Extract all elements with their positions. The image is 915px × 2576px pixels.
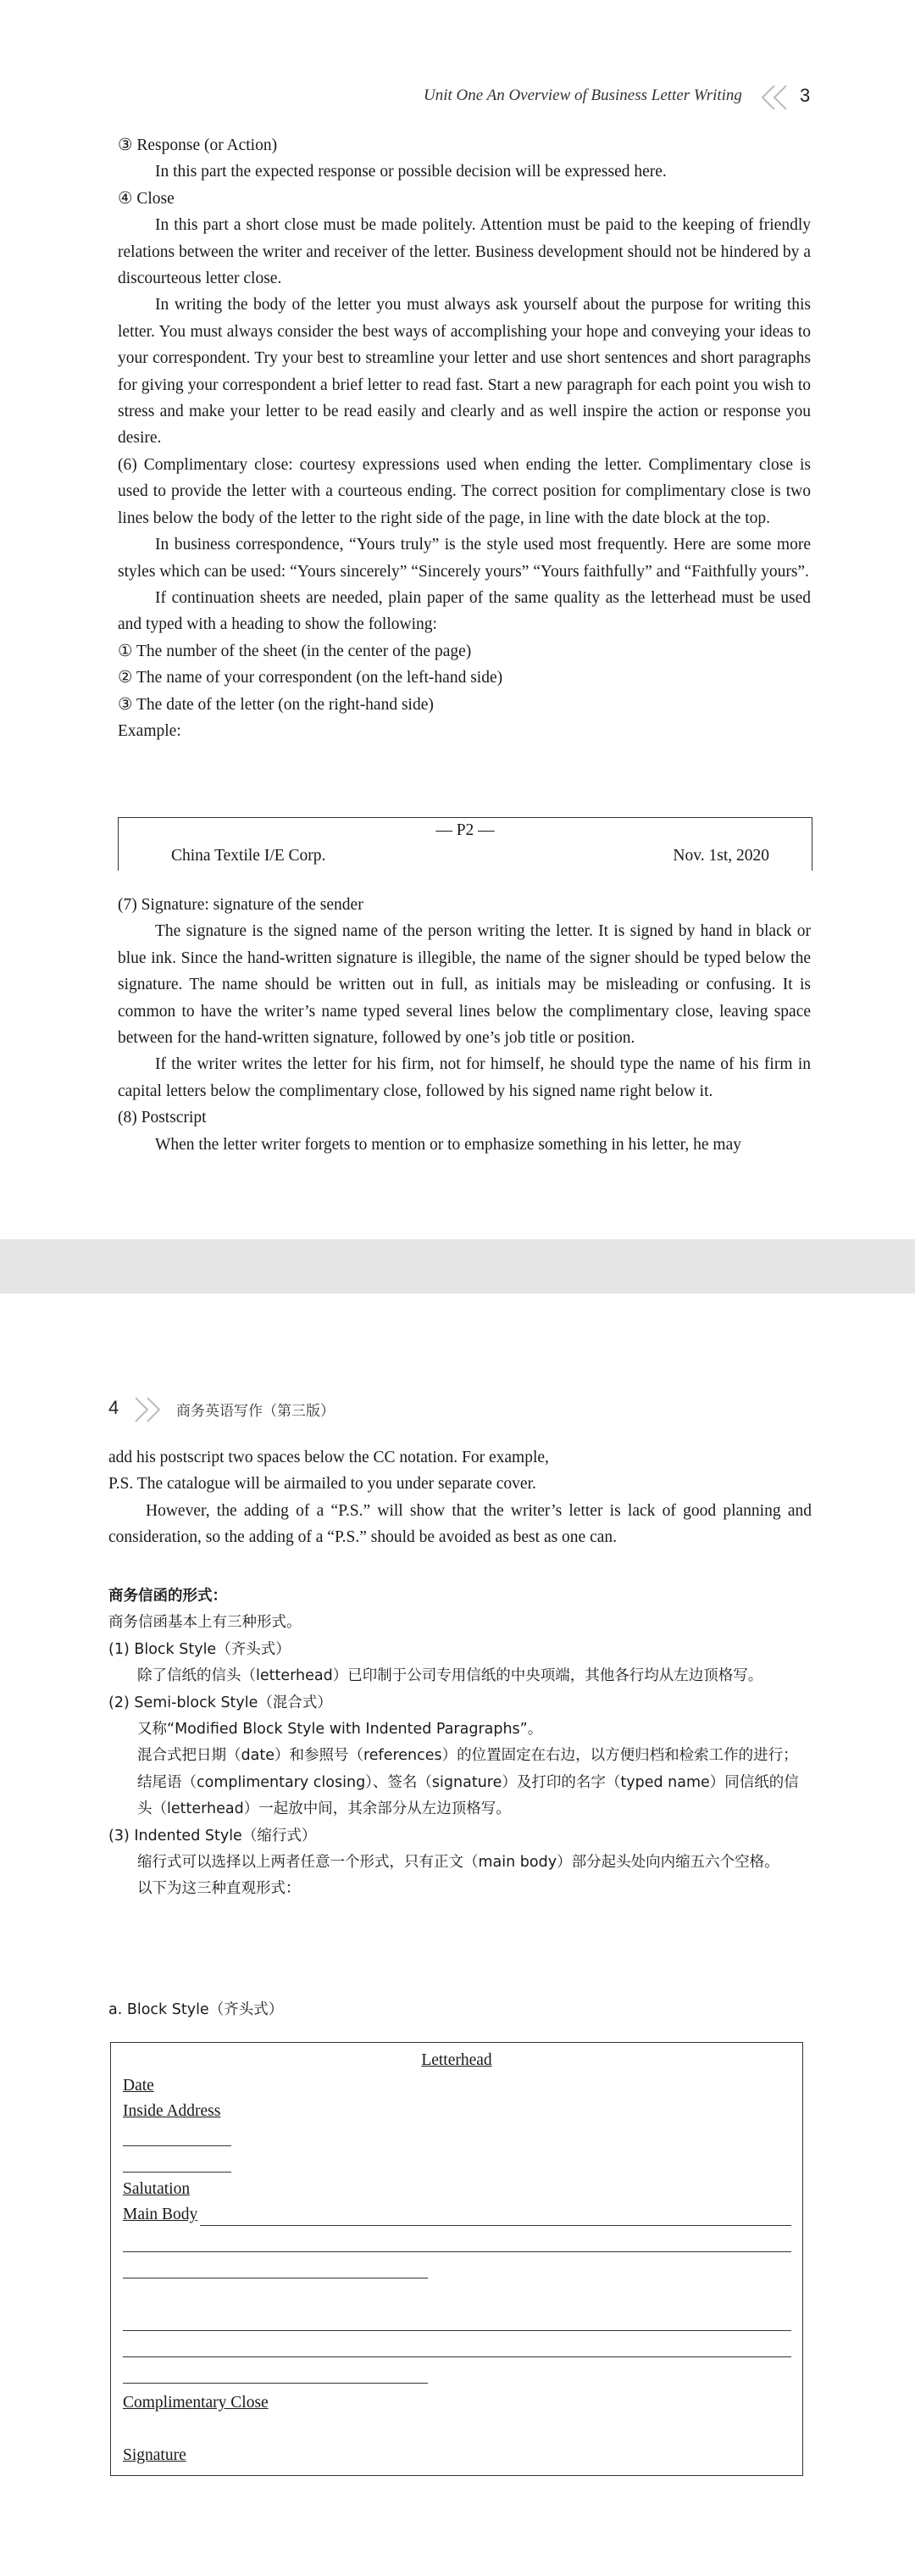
semi-block-alias: 又称“Modified Block Style with Indented Paragraphs”。 <box>137 1721 543 1739</box>
body-line <box>123 2383 428 2384</box>
postscript-cont: add his postscript two spaces below the CC notation. For example, <box>108 1449 549 1466</box>
indented-heading: (3) Indented Style（缩行式） <box>108 1827 317 1844</box>
sheet-number: — P2 — <box>435 821 495 839</box>
complimentary-close-paragraph: (6) Complimentary close: courtesy expressions used when ending the letter. Complimentary close is used to provide the letter with a courteous ending. The correct position for complimentary close is two lines below the body of the letter to the right side of the page, in line with the date block at the top. <box>118 455 811 527</box>
continuation-item-1: ① The number of the sheet (in the center of the page) <box>118 642 472 660</box>
address-line <box>123 2145 231 2146</box>
block-style-heading: (1) Block Style（齐头式） <box>108 1640 291 1658</box>
response-heading: ③ Response (or Action) <box>118 136 278 154</box>
block-style-desc: 除了信纸的信头（letterhead）已印制于公司专用信纸的中央项端，其他各行均从左边顶格写。 <box>137 1667 763 1685</box>
body-line <box>123 2330 791 2331</box>
signature-paragraph: The signature is the signed name of the person writing the letter. It is signed by hand in black or blue ink. Since the hand-written signature is illegible, the name of the signer should be typed below the signature. The name should be written out in full, as initials may be misleading or confusing. It is common to have the writer’s name typed several lines below the complimentary close, leaving space between for the hand-written signature, followed by one’s job title or position. <box>118 922 811 1048</box>
continuation-sheet-example <box>118 817 812 871</box>
continuation-paragraph: If continuation sheets are needed, plain paper of the same quality as the letterhead must be used and typed with a heading to show the following: <box>118 588 811 634</box>
figure-label: a. Block Style（齐头式） <box>108 2001 284 2018</box>
body-line <box>123 2356 791 2357</box>
page-3 <box>0 0 915 1239</box>
page-number: 4 <box>108 1397 119 1418</box>
template-date: Date <box>123 2077 154 2095</box>
postscript-example: P.S. The catalogue will be airmailed to you under separate cover. <box>108 1475 536 1494</box>
letter-date: Nov. 1st, 2020 <box>673 847 769 865</box>
body-line <box>200 2225 791 2226</box>
template-signature: Signature <box>123 2446 186 2464</box>
body-line <box>123 2251 791 2252</box>
address-line <box>123 2172 231 2173</box>
double-chevron-left-icon <box>759 83 793 112</box>
semi-block-desc: 混合式把日期（date）和参照号（references）的位置固定在右边，以方便归档和检索工作的进行；结尾语（complimentary closing）、签名（signature）及打印的名字（typed name）同信纸的信头（letterhead）一起放中间，其余部分从左边顶格写。 <box>137 1747 799 1818</box>
postscript-warning: However, the adding of a “P.S.” will show that the writer’s letter is lack of good planning and consideration, so the adding of a “P.S.” should be avoided as best as one can. <box>108 1501 812 1547</box>
body-advice-paragraph: In writing the body of the letter you must always ask yourself about the purpose for writing this letter. You must always consider the best ways of accomplishing your hope and conveying your ideas to your correspondent. Try your best to streamline your letter and use short sentences and short paragraphs for giving your correspondent a brief letter to read fast. Start a new paragraph for each point you wish to stress and make your letter to be read easily and clearly and as well inspire the action or response you desire. <box>118 296 811 448</box>
postscript-paragraph: When the letter writer forgets to mention or to emphasize something in his letter, he may <box>155 1135 742 1154</box>
block-style-template <box>110 2042 803 2476</box>
response-text: In this part the expected response or possible decision will be expressed here. <box>155 163 667 181</box>
yours-truly-paragraph: In business correspondence, “Yours truly” is the style used most frequently. Here are some more styles which can be used: “Yours sincerely” “Sincerely yours” “Yours faithfully” and “Faithfully yours”. <box>118 536 811 581</box>
template-main-body: Main Body <box>123 2206 198 2223</box>
template-letterhead: Letterhead <box>421 2051 492 2069</box>
postscript-heading: (8) Postscript <box>118 1109 207 1127</box>
forms-heading: 商务信函的形式： <box>108 1588 227 1605</box>
forms-intro: 商务信函基本上有三种形式。 <box>108 1614 302 1632</box>
page-number: 3 <box>800 85 811 106</box>
continuation-item-2: ② The name of your correspondent (on the left-hand side) <box>118 669 503 687</box>
template-inside-address: Inside Address <box>123 2102 221 2120</box>
body-text-top <box>118 132 811 744</box>
close-heading: ④ Close <box>118 189 175 208</box>
postscript-continuation <box>108 1444 812 1551</box>
double-chevron-right-icon <box>129 1395 163 1424</box>
body-text-bottom <box>118 892 811 1158</box>
template-salutation: Salutation <box>123 2180 191 2198</box>
running-header: 商务英语写作（第三版） <box>176 1403 335 1420</box>
page-separator <box>0 1239 915 1294</box>
semi-block-heading: (2) Semi-block Style（混合式） <box>108 1694 332 1711</box>
indented-desc: 缩行式可以选择以上两者任意一个形式，只有正文（main body）部分起头处向内缩五六个空格。 <box>137 1854 779 1872</box>
example-label: Example: <box>118 721 181 740</box>
letter-forms-section <box>108 1583 812 1903</box>
correspondent-name: China Textile I/E Corp. <box>171 847 326 865</box>
continuation-item-3: ③ The date of the letter (on the right-hand side) <box>118 695 434 714</box>
signature-heading: (7) Signature: signature of the sender <box>118 896 363 914</box>
template-complimentary-close: Complimentary Close <box>123 2394 269 2412</box>
running-header: Unit One An Overview of Business Letter Writing <box>424 86 742 104</box>
forms-show: 以下为这三种直观形式： <box>137 1880 301 1898</box>
close-text: In this part a short close must be made politely. Attention must be paid to the keeping of friendly relations between the writer and receiver of the letter. Business development should not be hindered by a discourteous letter close. <box>118 216 811 288</box>
firm-paragraph: If the writer writes the letter for his firm, not for himself, he should type the name of his firm in capital letters below the complimentary close, followed by his signed name right below it. <box>118 1055 811 1100</box>
